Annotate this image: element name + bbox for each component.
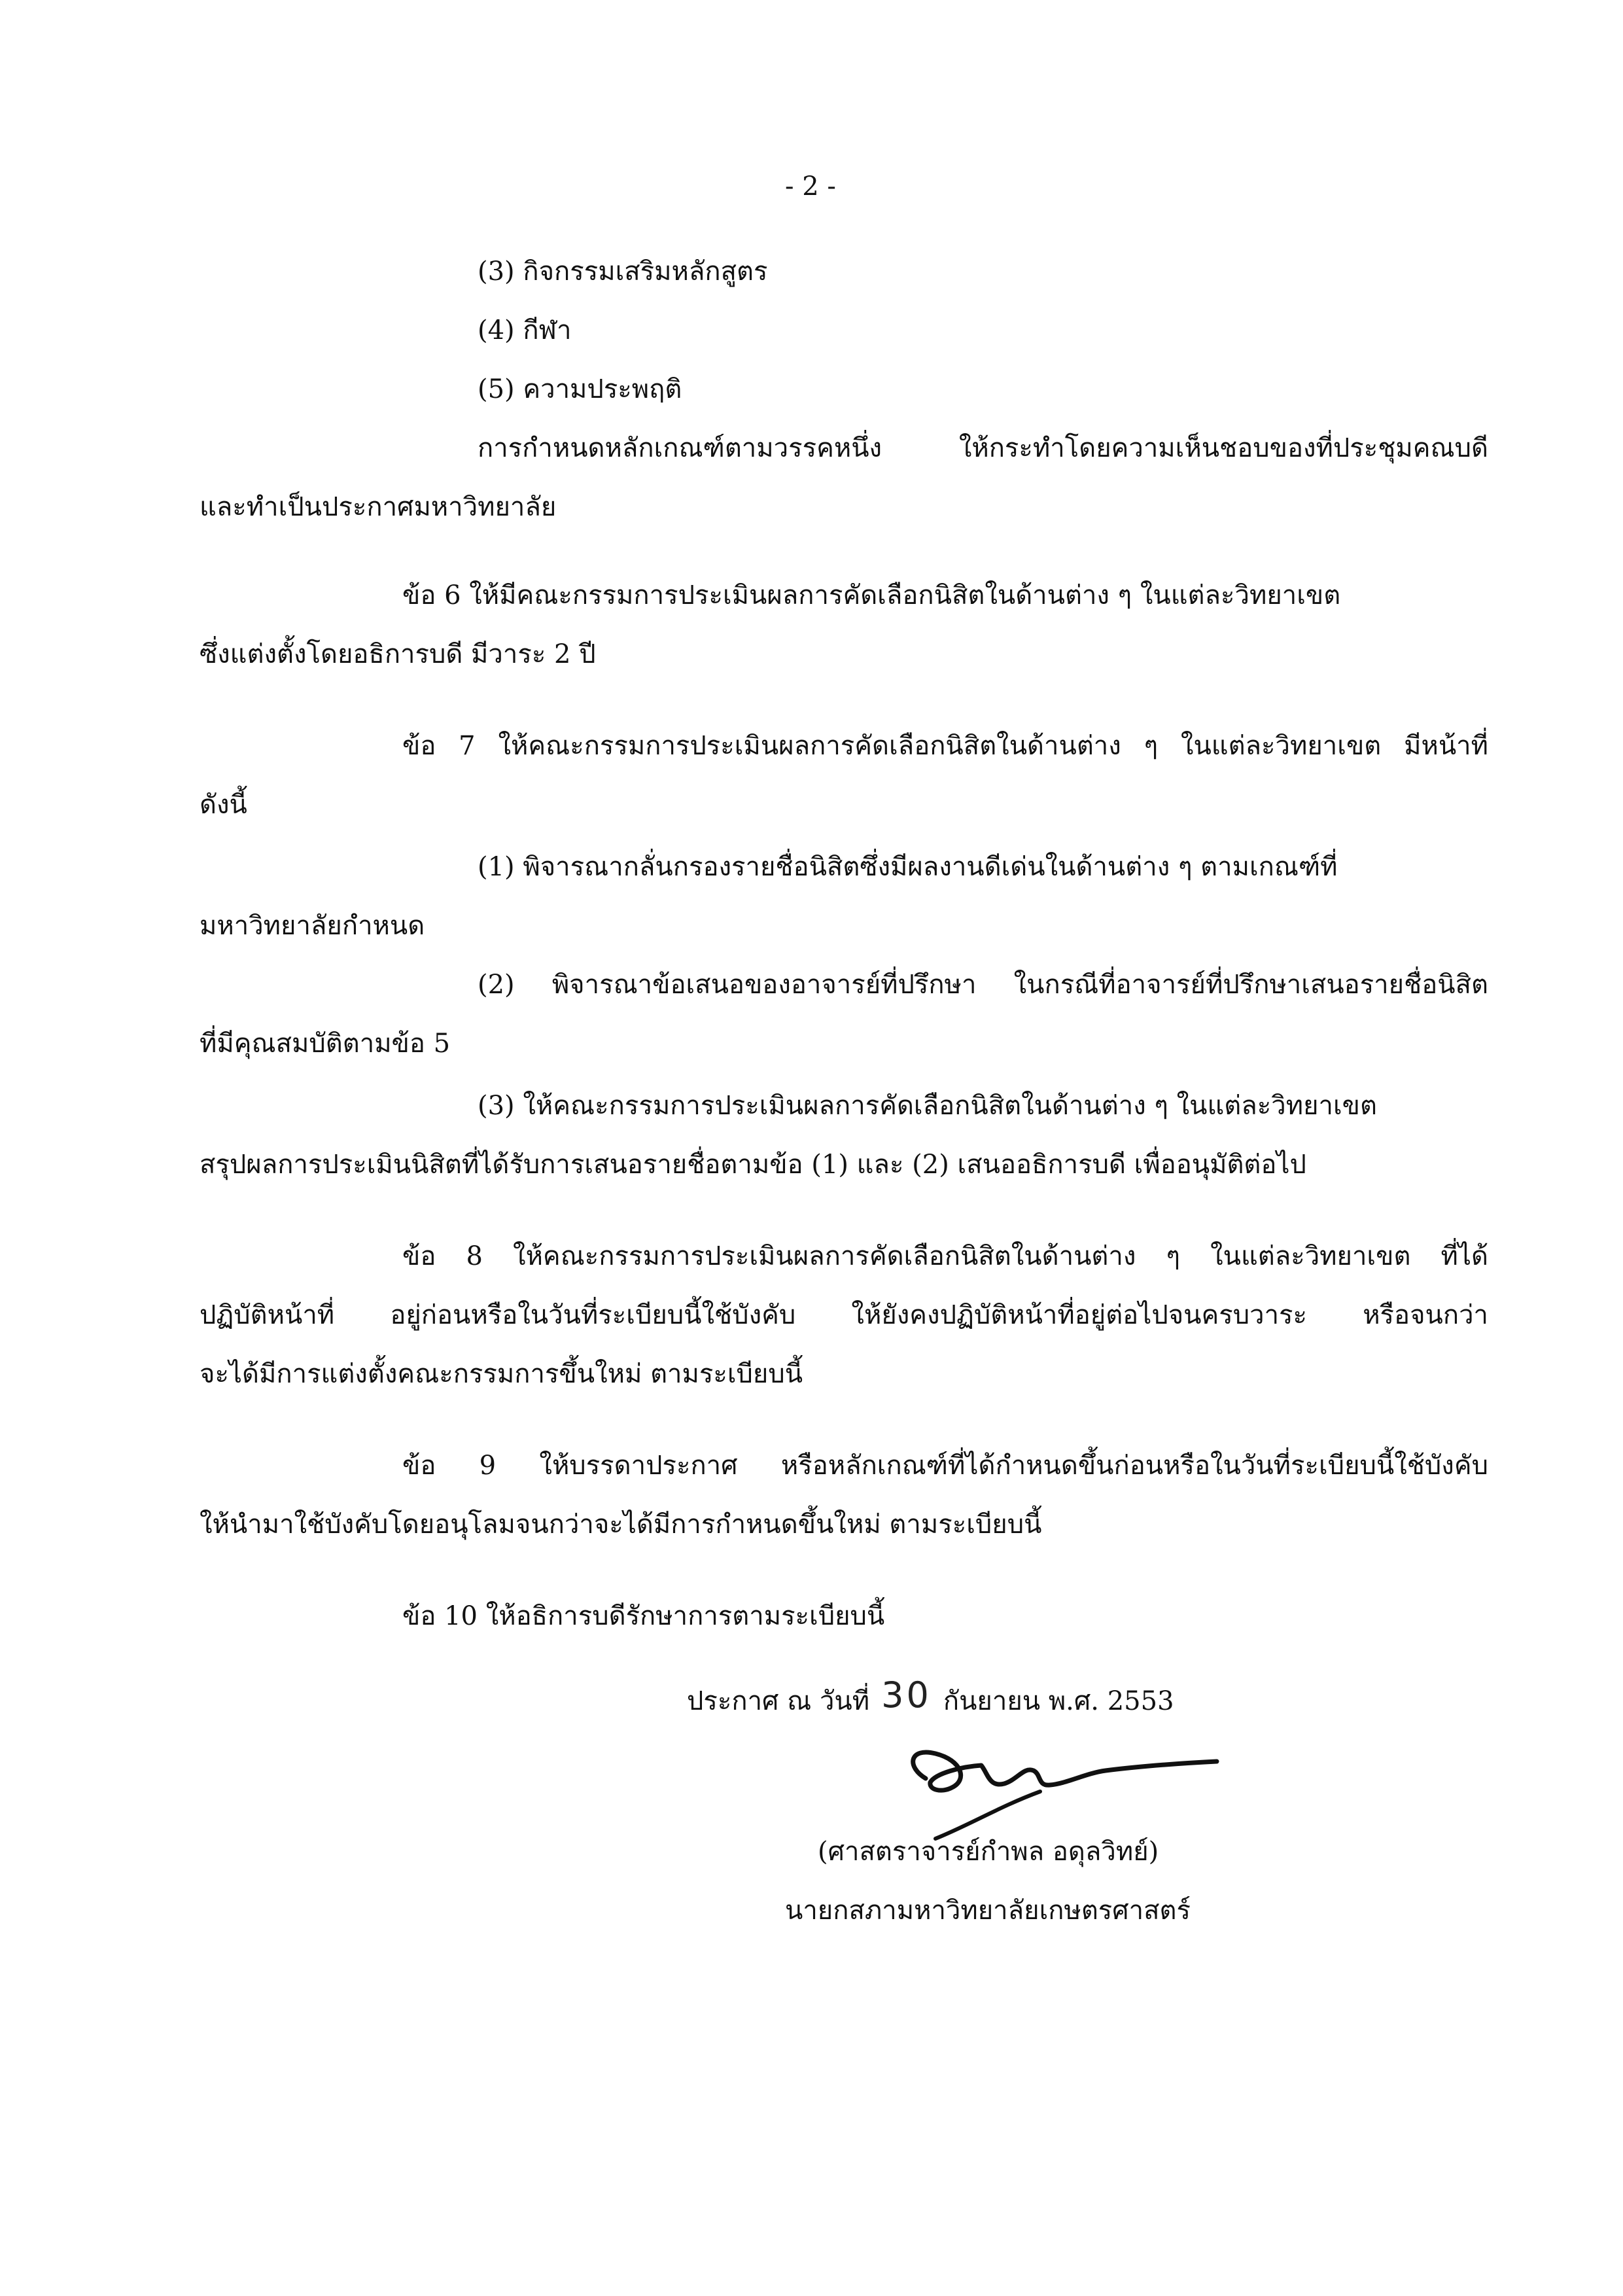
signature-mark xyxy=(890,1727,1230,1845)
clause-8-line-3: จะได้มีการแต่งตั้งคณะกรรมการขึ้นใหม่ ตามระเบียบนี้ xyxy=(200,1359,803,1389)
page-number: - 2 - xyxy=(785,171,836,202)
signatory-title: นายกสภามหาวิทยาลัยเกษตรศาสตร์ xyxy=(785,1896,1191,1926)
clause-10-line-1: ข้อ 10 ให้อธิการบดีรักษาการตามระเบียบนี้ xyxy=(402,1601,885,1631)
clause-9-line-2: ให้นำมาใช้บังคับโดยอนุโลมจนกว่าจะได้มีการกำหนดขึ้นใหม่ ตามระเบียบนี้ xyxy=(200,1510,1042,1540)
list-item: (4) กีฬา xyxy=(478,315,572,345)
announcement-prefix: ประกาศ ณ วันที่ xyxy=(687,1686,870,1716)
clause-7-sub-2-line-2: ที่มีคุณสมบัติตามข้อ 5 xyxy=(200,1029,451,1059)
signatory-name: (ศาสตราจารย์กำพล อดุลวิทย์) xyxy=(818,1837,1159,1867)
criteria-paragraph-line-1: การกำหนดหลักเกณฑ์ตามวรรคหนึ่ง ให้กระทำโดยความเห็นชอบของที่ประชุมคณบดี xyxy=(478,433,1488,463)
clause-6-line-1: ข้อ 6 ให้มีคณะกรรมการประเมินผลการคัดเลือกนิสิตในด้านต่าง ๆ ในแต่ละวิทยาเขต xyxy=(402,580,1341,610)
clause-7-line-1: ข้อ 7 ให้คณะกรรมการประเมินผลการคัดเลือกนิสิตในด้านต่าง ๆ ในแต่ละวิทยาเขต มีหน้าที่ xyxy=(402,731,1488,761)
clause-8-line-1: ข้อ 8 ให้คณะกรรมการประเมินผลการคัดเลือกนิสิตในด้านต่าง ๆ ในแต่ละวิทยาเขต ที่ได้ xyxy=(402,1241,1488,1271)
clause-8-line-2: ปฏิบัติหน้าที่ อยู่ก่อนหรือในวันที่ระเบียบนี้ใช้บังคับ ให้ยังคงปฏิบัติหน้าที่อยู่ต่อไปจนครบวาระ หรือจนกว่า xyxy=(200,1300,1488,1330)
clause-7-sub-1-line-2: มหาวิทยาลัยกำหนด xyxy=(200,911,425,941)
clause-7-sub-1-line-1: (1) พิจารณากลั่นกรองรายชื่อนิสิตซึ่งมีผลงานดีเด่นในด้านต่าง ๆ ตามเกณฑ์ที่ xyxy=(478,852,1338,882)
announcement-suffix: กันยายน พ.ศ. 2553 xyxy=(943,1686,1174,1716)
clause-7-sub-3-line-1: (3) ให้คณะกรรมการประเมินผลการคัดเลือกนิสิตในด้านต่าง ๆ ในแต่ละวิทยาเขต xyxy=(478,1091,1377,1121)
clause-7-line-2: ดังนี้ xyxy=(200,790,247,820)
announcement-day: 30 xyxy=(881,1674,932,1716)
clause-7-sub-3-line-2: สรุปผลการประเมินนิสิตที่ได้รับการเสนอรายชื่อตามข้อ (1) และ (2) เสนออธิการบดี เพื่ออนุมัติต่อไป xyxy=(200,1150,1306,1180)
announcement-date xyxy=(687,1674,1174,1721)
criteria-paragraph-line-2: และทำเป็นประกาศมหาวิทยาลัย xyxy=(200,492,557,522)
list-item: (3) กิจกรรมเสริมหลักสูตร xyxy=(478,256,768,287)
list-item: (5) ความประพฤติ xyxy=(478,374,682,404)
clause-9-line-1: ข้อ 9 ให้บรรดาประกาศ หรือหลักเกณฑ์ที่ได้กำหนดขึ้นก่อนหรือในวันที่ระเบียบนี้ใช้บังคับ xyxy=(402,1451,1488,1481)
clause-7-sub-2-line-1: (2) พิจารณาข้อเสนอของอาจารย์ที่ปรึกษา ในกรณีที่อาจารย์ที่ปรึกษาเสนอรายชื่อนิสิต xyxy=(478,970,1488,1000)
clause-6-line-2: ซึ่งแต่งตั้งโดยอธิการบดี มีวาระ 2 ปี xyxy=(200,639,596,669)
